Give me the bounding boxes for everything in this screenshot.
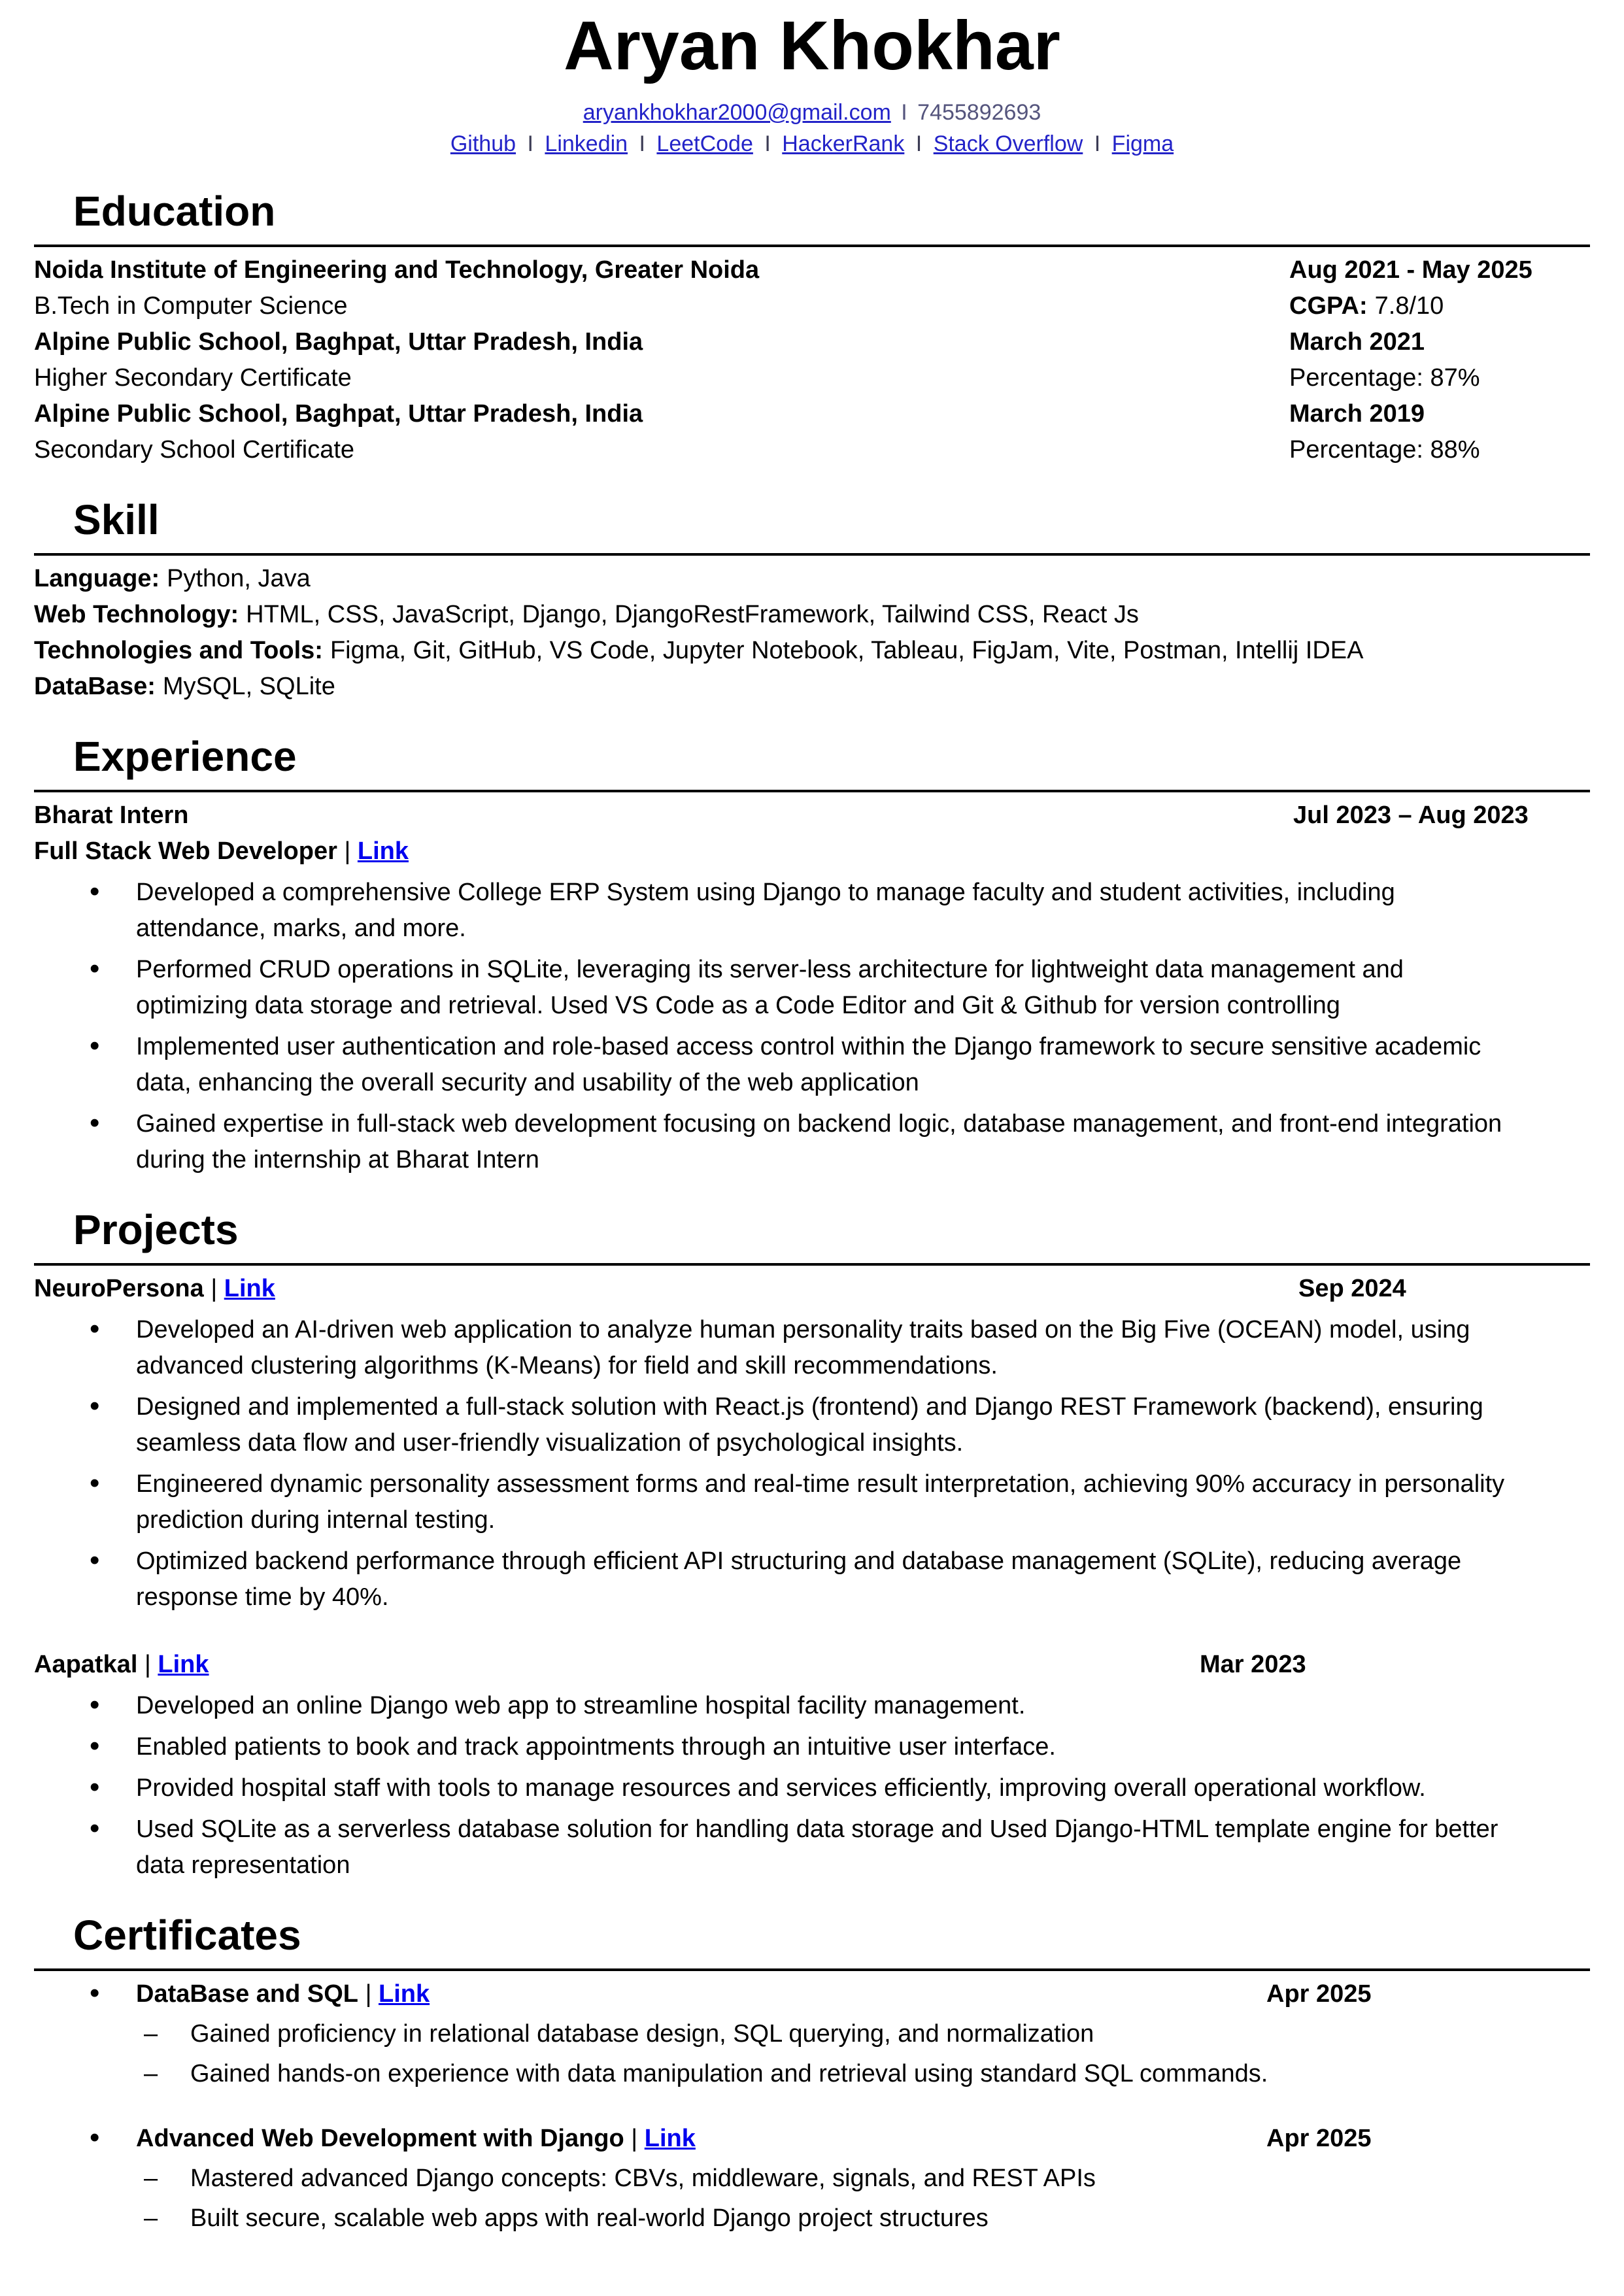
point-item: – Mastered advanced Django concepts: CBVs, middleware, signals, and REST APIs — [34, 2161, 1590, 2197]
skill-row — [34, 633, 1590, 669]
project-link[interactable]: Link — [158, 1651, 209, 1678]
experience-heading: Experience — [73, 733, 297, 780]
social-links — [34, 128, 1590, 160]
bullet-item: • Developed an AI-driven web application to analyze human personality traits based on the Big Five (OCEAN) model, using advanced clustering algorithms (K-Means) for field and skill recommendations. — [34, 1312, 1590, 1384]
project-header — [34, 1647, 1590, 1683]
experience-rows — [34, 798, 1590, 1178]
education-date: March 2021 — [1289, 328, 1425, 356]
pipe-separator: | — [631, 2125, 638, 2152]
role-title: Full Stack Web Developer — [34, 837, 337, 865]
certificate-rows — [34, 1976, 1590, 2237]
project-name: Aapatkal — [34, 1651, 138, 1678]
education-entry — [34, 252, 1590, 288]
certificates-heading: Certificates — [73, 1912, 301, 1959]
certificate-points — [34, 2016, 1590, 2092]
contact-separator: I — [901, 100, 907, 125]
section-projects — [34, 1207, 1590, 1883]
project-date: Mar 2023 — [1200, 1651, 1306, 1678]
project-bullets — [34, 1312, 1590, 1615]
section-rule — [34, 1263, 1590, 1266]
bullet-item: • Developed an online Django web app to streamline hospital facility management. — [34, 1688, 1590, 1724]
project-name: NeuroPersona — [34, 1275, 204, 1302]
experience-entry-header — [34, 798, 1590, 834]
education-entry — [34, 432, 1590, 468]
hackerrank-link[interactable]: HackerRank — [782, 131, 905, 156]
email-link[interactable]: aryankhokhar2000@gmail.com — [583, 100, 891, 125]
education-date: Aug 2021 - May 2025 — [1289, 256, 1532, 284]
project-bullets — [34, 1688, 1590, 1883]
project-link[interactable]: Link — [224, 1275, 275, 1302]
section-skill — [34, 497, 1590, 705]
skill-value: Figma, Git, GitHub, VS Code, Jupyter Notebook, Tableau, FigJam, Vite, Postman, Intellij IDEA — [330, 637, 1364, 664]
header — [34, 9, 1590, 160]
cgpa-label: CGPA: — [1289, 292, 1368, 320]
project-rows — [34, 1271, 1590, 1883]
bullet-item: • Performed CRUD operations in SQLite, leveraging its server-less architecture for lightweight data management and optimizing data storage and retrieval. Used VS Code as a Code Editor and Git & Github for version controlling — [34, 952, 1590, 1024]
school-name: Alpine Public School, Baghpat, Uttar Pradesh, India — [34, 328, 643, 356]
skill-value: HTML, CSS, JavaScript, Django, DjangoRestFramework, Tailwind CSS, React Js — [246, 601, 1139, 628]
skill-label: Web Technology: — [34, 601, 239, 628]
section-education — [34, 188, 1590, 468]
skill-value: MySQL, SQLite — [162, 673, 335, 700]
certificate-date: Apr 2025 — [1266, 2125, 1372, 2152]
skill-value: Python, Java — [167, 565, 311, 592]
projects-heading: Projects — [73, 1206, 239, 1253]
bullet-item: • Gained expertise in full-stack web development focusing on backend logic, database management, and front-end integration during the internship at Bharat Intern — [34, 1106, 1590, 1178]
bullet-item: • Engineered dynamic personality assessment forms and real-time result interpretation, achieving 90% accuracy in personality prediction during internal testing. — [34, 1466, 1590, 1538]
education-date: March 2019 — [1289, 400, 1425, 428]
social-separator: I — [639, 131, 645, 156]
project-date: Sep 2024 — [1298, 1275, 1406, 1302]
bullet-item: • Provided hospital staff with tools to manage resources and services efficiently, improving overall operational workflow. — [34, 1770, 1590, 1806]
leetcode-link[interactable]: LeetCode — [656, 131, 753, 156]
section-rule — [34, 245, 1590, 247]
company-name: Bharat Intern — [34, 802, 189, 829]
bullet-item: • Used SQLite as a serverless database solution for handling data storage and Used Django-HTML template engine for better data representation — [34, 1812, 1590, 1883]
point-item: – Gained hands-on experience with data manipulation and retrieval using standard SQL commands. — [34, 2056, 1590, 2092]
social-separator: I — [764, 131, 771, 156]
certificate-header — [34, 2121, 1590, 2157]
experience-date: Jul 2023 – Aug 2023 — [1293, 802, 1529, 829]
score — [1289, 288, 1444, 324]
bullet-item: • Optimized backend performance through efficient API structuring and database management (SQLite), reducing average response time by 40%. — [34, 1544, 1590, 1615]
certificate-name: Advanced Web Development with Django — [136, 2125, 624, 2152]
skill-heading: Skill — [73, 496, 160, 543]
bullet-item: • Developed a comprehensive College ERP System using Django to manage faculty and student activities, including attendance, marks, and more. — [34, 875, 1590, 947]
skill-label: Language: — [34, 565, 160, 592]
social-separator: I — [1094, 131, 1101, 156]
education-rows — [34, 252, 1590, 468]
skill-row — [34, 597, 1590, 633]
bullet-item: • Enabled patients to book and track appointments through an intuitive user interface. — [34, 1729, 1590, 1765]
social-separator: I — [915, 131, 922, 156]
social-separator: I — [527, 131, 533, 156]
skill-row — [34, 561, 1590, 597]
skill-label: Technologies and Tools: — [34, 637, 323, 664]
figma-link[interactable]: Figma — [1111, 131, 1174, 156]
degree: Secondary School Certificate — [34, 436, 355, 464]
certificate-link[interactable]: Link — [644, 2125, 696, 2152]
skill-label: DataBase: — [34, 673, 156, 700]
education-entry — [34, 288, 1590, 324]
github-link[interactable]: Github — [450, 131, 516, 156]
bullet-item: • Implemented user authentication and role-based access control within the Django framework to secure sensitive academic data, enhancing the overall security and usability of the web application — [34, 1029, 1590, 1101]
school-name: Alpine Public School, Baghpat, Uttar Pradesh, India — [34, 400, 643, 428]
section-rule — [34, 790, 1590, 792]
score: Percentage: 88% — [1289, 436, 1480, 464]
section-rule — [34, 553, 1590, 556]
experience-bullets — [34, 875, 1590, 1178]
section-experience — [34, 734, 1590, 1178]
pipe-separator: | — [344, 837, 351, 865]
role-line — [34, 834, 1590, 869]
certificate-date: Apr 2025 — [1266, 1980, 1372, 2008]
skill-row — [34, 669, 1590, 705]
stackoverflow-link[interactable]: Stack Overflow — [933, 131, 1083, 156]
person-name: Aryan Khokhar — [564, 7, 1060, 84]
certificate-points — [34, 2161, 1590, 2237]
education-entry — [34, 396, 1590, 432]
certificate-name: DataBase and SQL — [136, 1980, 358, 2008]
education-entry — [34, 324, 1590, 360]
pipe-separator: | — [144, 1651, 151, 1678]
pipe-separator: | — [211, 1275, 218, 1302]
experience-link[interactable]: Link — [357, 837, 409, 865]
section-certificates — [34, 1912, 1590, 2237]
point-item: – Gained proficiency in relational database design, SQL querying, and normalization — [34, 2016, 1590, 2052]
pipe-separator: | — [365, 1980, 372, 2008]
bullet-item: • Designed and implemented a full-stack solution with React.js (frontend) and Django REST Framework (backend), ensuring seamless data flow and user-friendly visualization of psychological insights. — [34, 1389, 1590, 1461]
phone-number: 7455892693 — [917, 100, 1041, 125]
project-header — [34, 1271, 1590, 1307]
certificate-link[interactable]: Link — [379, 1980, 430, 2008]
degree: Higher Secondary Certificate — [34, 364, 352, 392]
degree: B.Tech in Computer Science — [34, 292, 348, 320]
point-item: – Built secure, scalable web apps with real-world Django project structures — [34, 2201, 1590, 2237]
section-rule — [34, 1968, 1590, 1971]
score: Percentage: 87% — [1289, 364, 1480, 392]
school-name: Noida Institute of Engineering and Technology, Greater Noida — [34, 256, 760, 284]
certificate-header — [34, 1976, 1590, 2012]
education-entry — [34, 360, 1590, 396]
skill-rows — [34, 561, 1590, 705]
contact-line — [34, 97, 1590, 128]
cgpa-value: 7.8/10 — [1374, 292, 1444, 320]
linkedin-link[interactable]: Linkedin — [545, 131, 628, 156]
education-heading: Education — [73, 188, 276, 235]
